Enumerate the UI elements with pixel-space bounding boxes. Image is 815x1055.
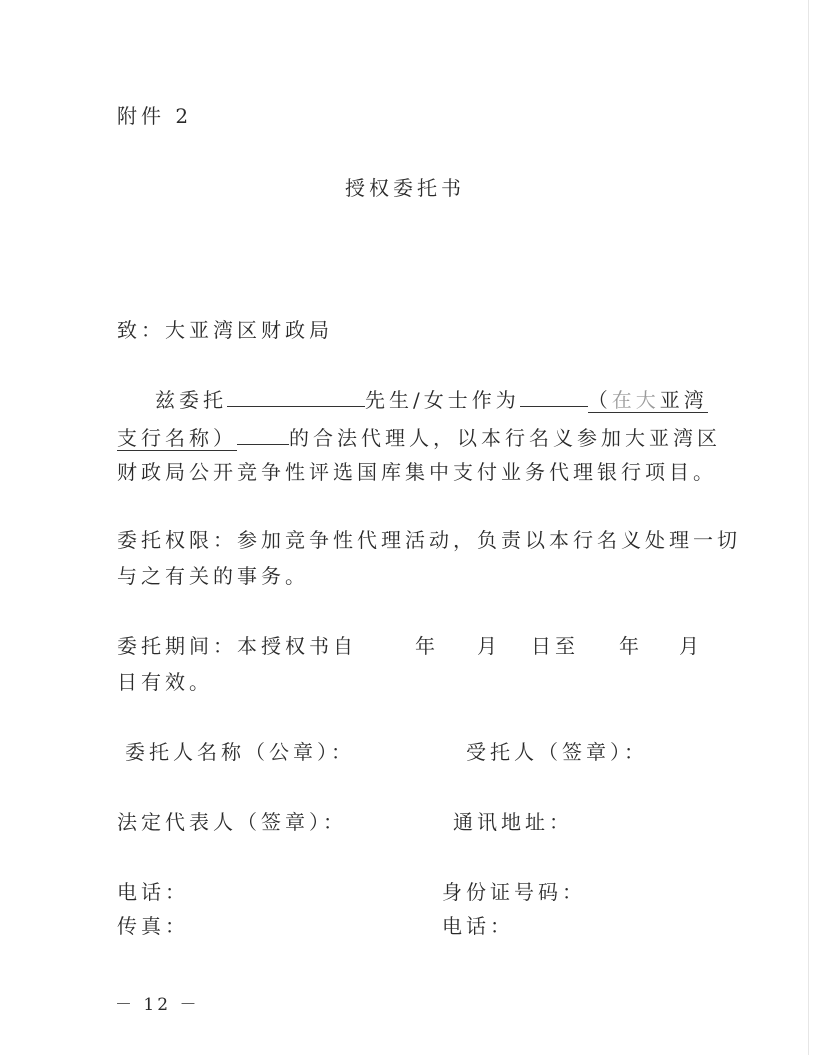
period-month1: 月	[477, 634, 501, 658]
period-year2: 年	[619, 634, 643, 658]
legal-rep-signature: 法定代表人（签章）：	[117, 810, 347, 834]
scope-line1: 委托权限：参加竞争性代理活动，负责以本行名义处理一切	[117, 528, 741, 552]
period-line2: 日有效。	[117, 670, 213, 694]
period-lead: 委托期间：本授权书自	[117, 634, 357, 658]
para1-lead: 兹委托	[155, 388, 227, 412]
para1-line1	[155, 388, 708, 412]
addressee: 致：大亚湾区财政局	[117, 318, 333, 342]
bank-hint: （在大亚湾	[587, 388, 708, 412]
bank-hint-faded: 在大	[611, 388, 660, 412]
bank-name-blank	[520, 388, 588, 407]
fax: 传真：	[117, 914, 189, 938]
attachment-label: 附件 2	[117, 104, 193, 128]
phone-left: 电话：	[117, 880, 189, 904]
para1-line2	[117, 426, 721, 450]
period-day-to: 日至	[531, 634, 579, 658]
period-year1: 年	[415, 634, 439, 658]
bank-hint-cont: 支行名称）	[117, 426, 237, 450]
id-number: 身份证号码：	[442, 880, 586, 904]
page-number: － 12 －	[115, 995, 200, 1015]
bank-name-blank-2	[237, 426, 289, 445]
para1-line2-rest: 的合法代理人，以本行名义参加大亚湾区	[289, 426, 721, 450]
phone-right: 电话：	[442, 914, 514, 938]
document-title: 授权委托书	[345, 176, 465, 200]
scope-line2: 与之有关的事务。	[117, 564, 309, 588]
para1-mid: 先生/女士作为	[365, 388, 520, 412]
scan-edge-line	[808, 0, 809, 1055]
agent-name-blank	[227, 388, 365, 407]
agent-signature: 受托人（签章）：	[466, 740, 648, 764]
period-month2: 月	[679, 634, 703, 658]
mailing-address: 通讯地址：	[453, 810, 573, 834]
para1-line3: 财政局公开竞争性评选国库集中支付业务代理银行项目。	[117, 460, 717, 484]
principal-seal: 委托人名称（公章）：	[125, 740, 355, 764]
period-line1	[117, 634, 703, 658]
